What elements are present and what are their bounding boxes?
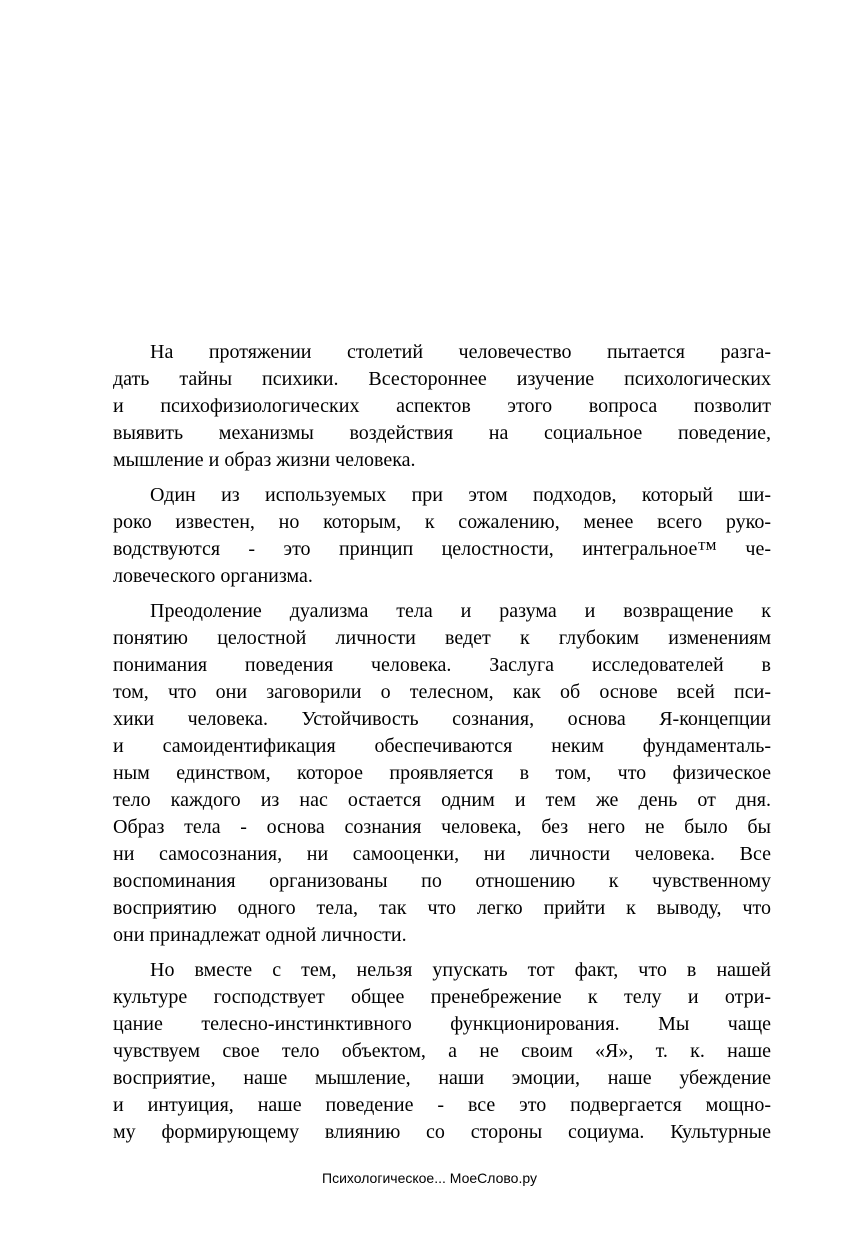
text-line: ни самосознания, ни самооценки, ни личности человека. Все: [113, 843, 771, 865]
paragraph-1: [113, 339, 771, 474]
text-line: Образ тела - основа сознания человека, без него не было бы: [113, 816, 771, 838]
body-text: [113, 339, 771, 1146]
text-line: ловеческого организма.: [113, 565, 313, 587]
text-line: ным единством, которое проявляется в том, что физическое: [113, 762, 771, 784]
text-line: водствуются - это принцип целостности, интегральное™ че-: [113, 538, 771, 560]
text-line: культуре господствует общее пренебрежение к телу и отри-: [113, 986, 771, 1008]
text-line: Преодоление дуализма тела и разума и возвращение к: [150, 600, 771, 622]
text-line: понятию целостной личности ведет к глубоким изменениям: [113, 627, 771, 649]
text-line: и психофизиологических аспектов этого вопроса позволит: [113, 395, 771, 417]
text-line: роко известен, но которым, к сожалению, менее всего руко-: [113, 511, 771, 533]
text-line: тело каждого из нас остается одним и тем же день от дня.: [113, 789, 771, 811]
text-line: мышление и образ жизни человека.: [113, 449, 416, 471]
text-line: выявить механизмы воздействия на социальное поведение,: [113, 422, 771, 444]
text-line: том, что они заговорили о телесном, как об основе всей пси-: [113, 681, 771, 703]
text-line: му формирующему влиянию со стороны социума. Культурные: [113, 1121, 771, 1143]
page-footer: [0, 1170, 859, 1186]
text-line: Но вместе с тем, нельзя упускать тот факт, что в нашей: [150, 959, 771, 981]
footer-text: Психологическое... МоеСлово.ру: [322, 1170, 537, 1186]
text-line: чувствуем свое тело объектом, а не своим «Я», т. к. наше: [113, 1040, 771, 1062]
text-line: хики человека. Устойчивость сознания, основа Я-концепции: [113, 708, 771, 730]
text-line: и самоидентификация обеспечиваются неким фундаменталь-: [113, 735, 771, 757]
text-line: Один из используемых при этом подходов, который ши-: [150, 484, 771, 506]
text-line: и интуиция, наше поведение - все это подвергается мощно-: [113, 1094, 771, 1116]
text-line: воспоминания организованы по отношению к чувственному: [113, 870, 771, 892]
paragraph-3: [113, 598, 771, 949]
paragraph-2: [113, 482, 771, 590]
text-line: они принадлежат одной личности.: [113, 924, 407, 946]
text-line: понимания поведения человека. Заслуга исследователей в: [113, 654, 771, 676]
text-line: цание телесно-инстинктивного функционирования. Мы чаще: [113, 1013, 771, 1035]
text-line: восприятию одного тела, так что легко прийти к выводу, что: [113, 897, 771, 919]
text-line: дать тайны психики. Всестороннее изучение психологических: [113, 368, 771, 390]
text-line: восприятие, наше мышление, наши эмоции, наше убеждение: [113, 1067, 771, 1089]
paragraph-4: [113, 957, 771, 1146]
text-line: На протяжении столетий человечество пытается разга-: [150, 341, 771, 363]
